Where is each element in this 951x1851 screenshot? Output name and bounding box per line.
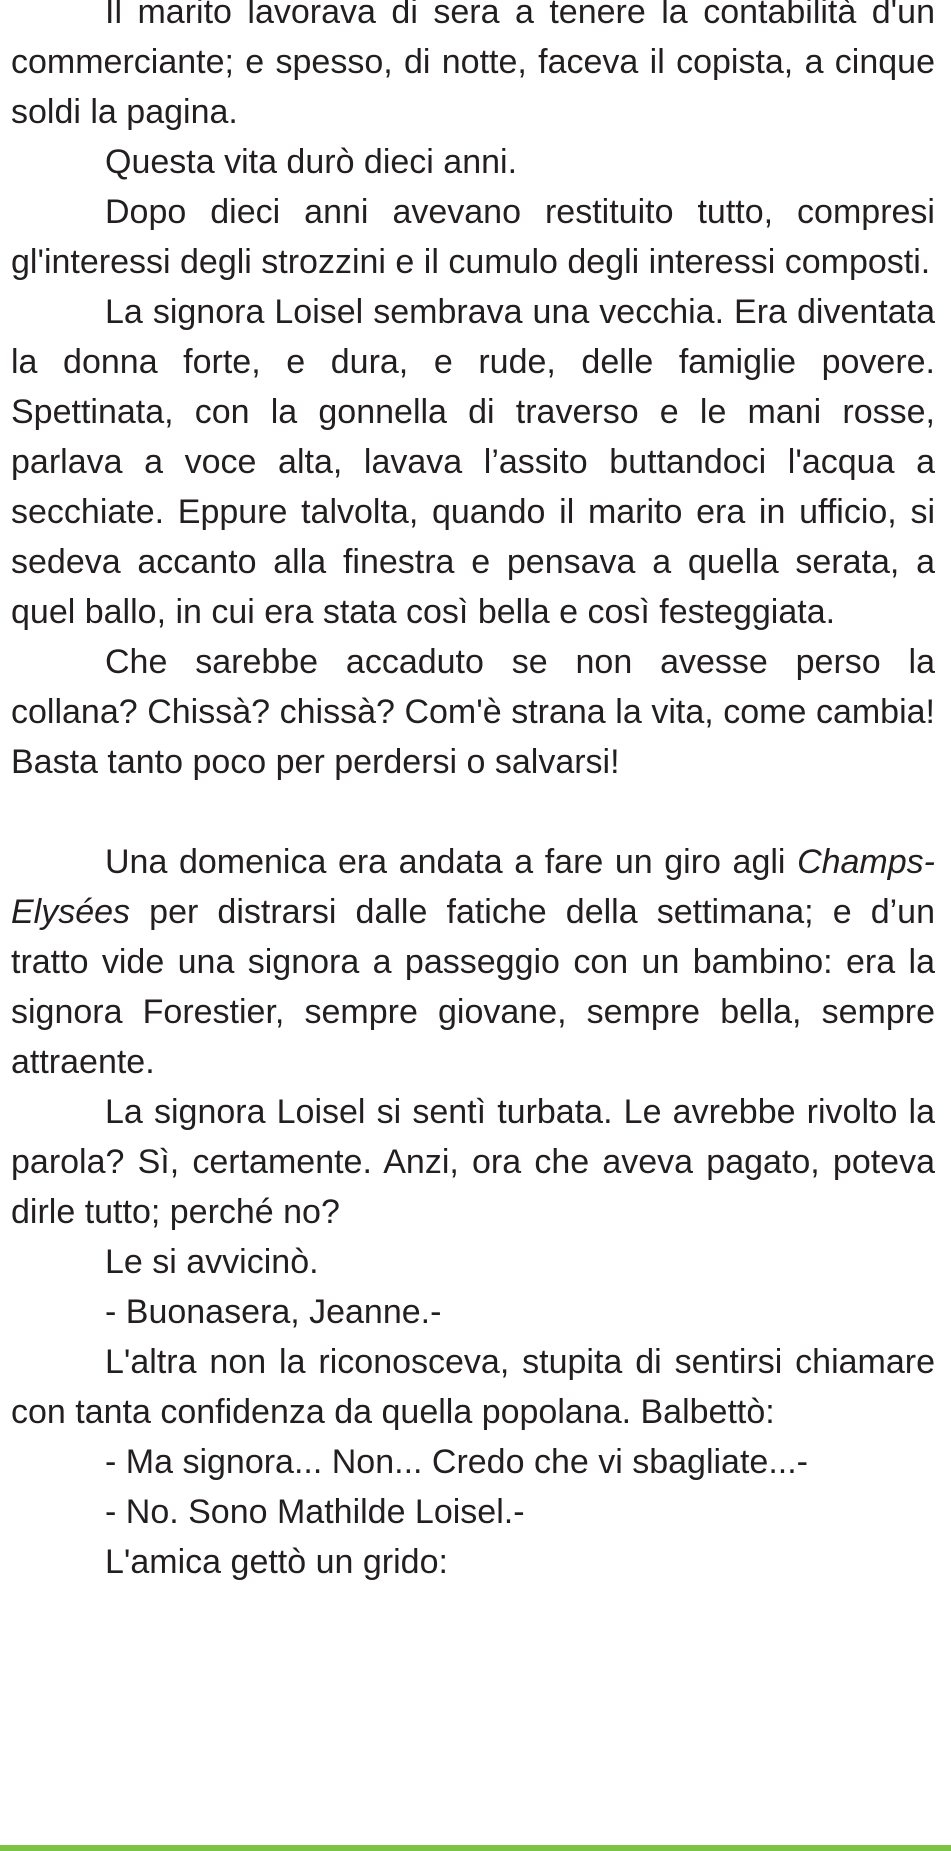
paragraph: Dopo dieci anni avevano restituito tutto, compresi gl'interessi degli strozzini e il cumulo degli interessi composti. bbox=[11, 193, 935, 281]
paragraph: L'altra non la riconosceva, stupita di sentirsi chiamare con tanta confidenza da quella popolana. Balbettò: bbox=[11, 1343, 935, 1431]
paragraph: Il marito lavorava di sera a tenere la contabilità d'un commerciante; e spesso, di notte, faceva il copista, a cinque soldi la pagina. bbox=[11, 0, 935, 131]
paragraph: L'amica gettò un grido: bbox=[105, 1543, 448, 1581]
paragraph-sunday bbox=[11, 837, 935, 1087]
bottom-rule bbox=[0, 1845, 951, 1851]
paragraph: Questa vita durò dieci anni. bbox=[105, 143, 518, 181]
paragraph: Le si avvicinò. bbox=[105, 1243, 319, 1281]
paragraph: La signora Loisel sembrava una vecchia. Era diventata la donna forte, e dura, e rude, delle famiglie povere. Spettinata, con la gonnella di traverso e le mani rosse, parlava a voce alta, lavava l’assito buttandoci l'acqua a secchiate. Eppure talvolta, quando il marito era in ufficio, si sedeva accanto alla finestra e pensava a quella serata, a quel ballo, in cui era stata così bella e così festeggiata. bbox=[11, 293, 935, 631]
paragraph-text: per distrarsi dalle fatiche della settimana; e d’un tratto vide una signora a passeggio con un bambino: era la signora Forestier, sempre giovane, sempre bella, sempre attraente. bbox=[11, 893, 935, 1081]
paragraph: La signora Loisel si sentì turbata. Le avrebbe rivolto la parola? Sì, certamente. Anzi, ora che aveva pagato, poteva dirle tutto; perché no? bbox=[11, 1093, 935, 1231]
book-page bbox=[11, 0, 935, 1587]
paragraph: Che sarebbe accaduto se non avesse perso la collana? Chissà? chissà? Com'è strana la vita, come cambia! Basta tanto poco per perdersi o salvarsi! bbox=[11, 643, 935, 781]
dialogue-line: - Buonasera, Jeanne.- bbox=[105, 1293, 442, 1331]
dialogue-line: - No. Sono Mathilde Loisel.- bbox=[105, 1493, 525, 1531]
section-break bbox=[11, 787, 935, 837]
dialogue-line: - Ma signora... Non... Credo che vi sbagliate...- bbox=[105, 1443, 808, 1481]
paragraph-text: Una domenica era andata a fare un giro agli bbox=[105, 843, 798, 881]
place-name-italic: Champs-Elysées bbox=[11, 843, 935, 931]
